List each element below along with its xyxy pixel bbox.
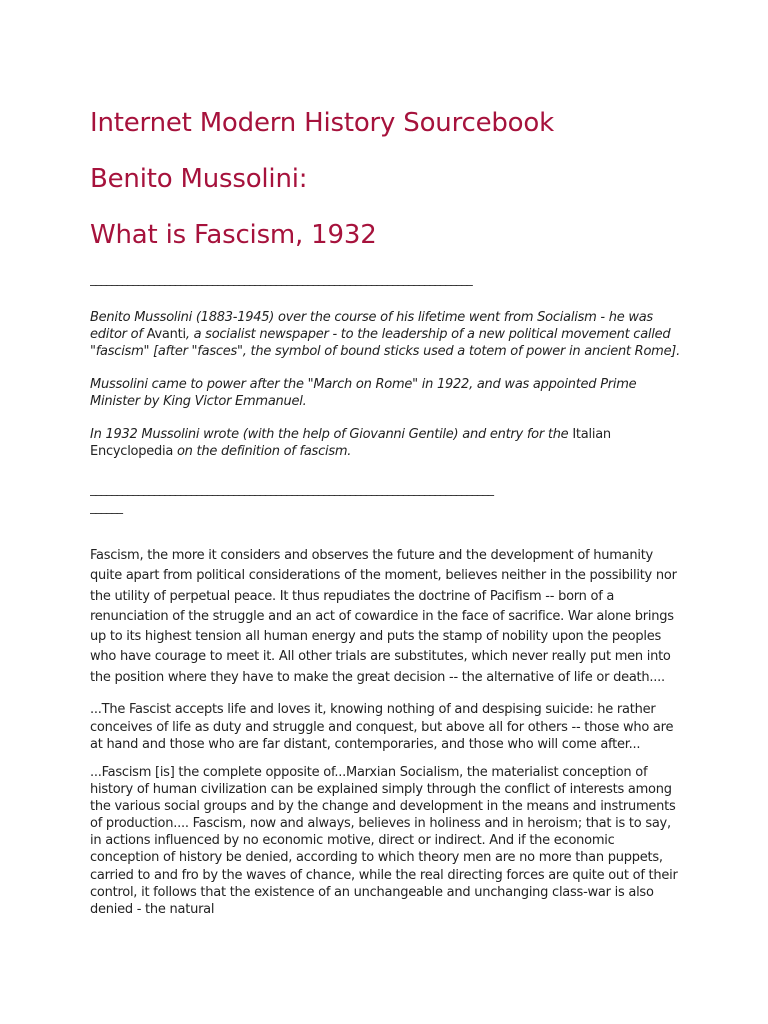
- intro-p1-text-a: Benito Mussolini (1883-1945) over the course of his lifetime went from Socialism - he was editor of: [90, 310, 653, 342]
- body-paragraph-1: Fascism, the more it considers and observes the future and the development of humanity quite apart from political considerations of the moment, believes neither in the possibility nor the utility of perpetual peace. It thus repudiates the doctrine of Pacifism -- born of a renunciation of the struggle and an act of cowardice in the face of sacrifice. War alone brings up to its highest tension all human energy and puts the stamp of nobility upon the peoples who have courage to meet it. All other trials are substitutes, which never really put men into the position where they have to make the great decision -- the alternative of life or death....: [90, 548, 677, 685]
- intro-paragraph-1: [90, 309, 682, 360]
- intro-p1-avanti: Avanti: [146, 327, 186, 342]
- intro-p3-encyclopedia: Italian Encyclopedia: [90, 427, 611, 459]
- intro-paragraph-3: [90, 426, 682, 460]
- intro-p1-text-c: , a socialist newspaper - to the leadership of a new political movement called "fascism" [after "fasces", the symbol of bound sticks used a totem of power in ancient Rome].: [90, 327, 681, 359]
- intro-p2-text: Mussolini came to power after the "March on Rome" in 1922, and was appointed Prime Minister by King Victor Emmanuel.: [90, 377, 637, 409]
- intro-p3-text-c: on the definition of fascism.: [173, 444, 352, 459]
- subtitle-work: What is Fascism, 1932: [90, 220, 377, 250]
- body-paragraph-2: ...The Fascist accepts life and loves it, knowing nothing of and despising suicide: he rather conceives of life as duty and struggle and conquest, but above all for others -- those who are at hand and those who are far distant, contemporaries, and those who will come after...: [90, 702, 674, 752]
- intro-paragraph-2: [90, 376, 682, 410]
- body-paragraph-3: ...Fascism [is] the complete opposite of...Marxian Socialism, the materialist conception of history of human civilization can be explained simply through the conflict of interests among the various social groups and by the change and development in the means and instruments of production.... Fascism, now and always, believes in holiness and in heroism; that is to say, in actions influenced by no economic motive, direct or indirect. And if the economic conception of history be denied, according to which theory men are no more than puppets, carried to and fro by the waves of chance, while the real directing forces are quite out of their control, it follows that the existence of an unchangeable and unchanging class-war is also denied - the natural: [90, 765, 678, 917]
- separator-rule-1: ________________________________________________________________________: [90, 272, 472, 287]
- page-title: Internet Modern History Sourcebook: [90, 108, 554, 138]
- subtitle-author: Benito Mussolini:: [90, 164, 308, 194]
- separator-rule-2b: ______: [90, 500, 122, 515]
- separator-rule-2a: ____________________________________________________________________________: [90, 482, 493, 497]
- intro-p3-text-a: In 1932 Mussolini wrote (with the help of Giovanni Gentile) and entry for the: [90, 427, 573, 442]
